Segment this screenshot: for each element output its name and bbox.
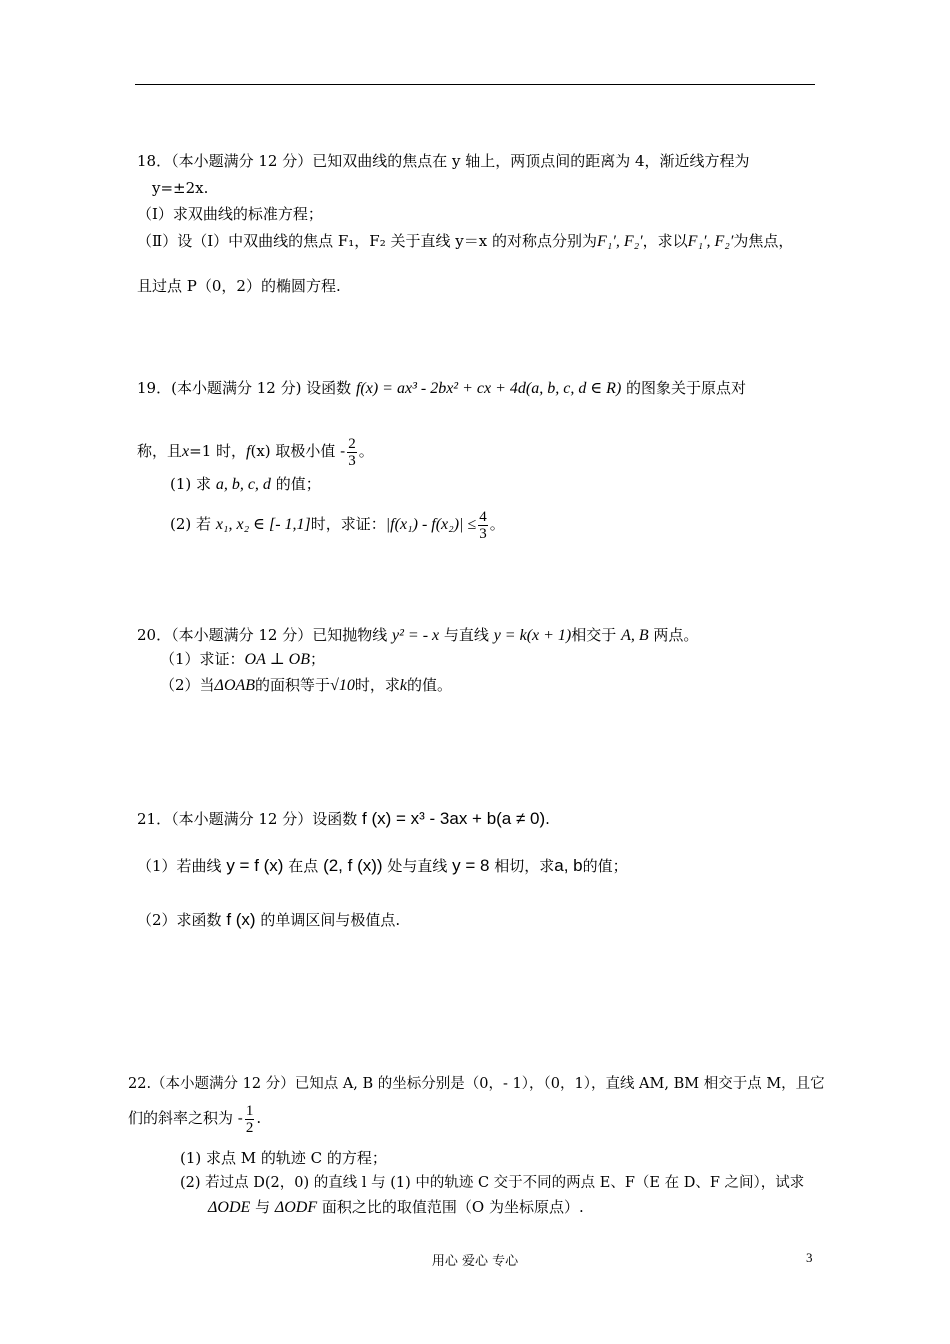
q21-line1-text-b: . bbox=[545, 810, 550, 828]
q22-line2-text-b: . bbox=[256, 1109, 262, 1127]
q19-function-def: f(x) = ax³ - 2bx² + cx + 4d(a, b, c, d ∈ R) bbox=[355, 380, 622, 397]
q21-part1-text-c: 处与直线 bbox=[387, 857, 448, 875]
q20-line1-text-c: 相交于 bbox=[571, 626, 617, 644]
q21-part1-text-b: 在点 bbox=[288, 857, 319, 875]
page-number: 3 bbox=[806, 1250, 813, 1265]
q20-parabola: y² = - x bbox=[392, 627, 440, 644]
q22-fraction-half bbox=[245, 1103, 255, 1136]
q18-math-foci-2: F₁′, F₂′ bbox=[687, 233, 734, 250]
q22-part2-cont bbox=[208, 1197, 584, 1218]
q19-line2-text-b: =1 时， bbox=[189, 442, 247, 460]
q18-line1: 18．（本小题满分 12 分）已知双曲线的焦点在 y 轴上，两顶点间的距离为 4，渐近线方程为 bbox=[137, 152, 750, 170]
q18-math-foci-1: F₁′, F₂′ bbox=[596, 233, 643, 250]
q22-line2-text-a: 们的斜率之积为 - bbox=[128, 1109, 243, 1127]
q19-part2 bbox=[170, 505, 505, 544]
q18-line2: y=±2x. bbox=[152, 179, 209, 197]
q19-frac2-num: 4 bbox=[479, 508, 487, 525]
q22-frac-num: 1 bbox=[245, 1102, 254, 1119]
q21-line: y = 8 bbox=[452, 856, 490, 875]
q21-part2-text-b: 的单调区间与极值点. bbox=[260, 911, 401, 929]
q20-triangle: ΔOAB bbox=[214, 677, 256, 694]
page-footer: 用心 爱心 专心 bbox=[431, 1254, 519, 1269]
q18-part1: （Ⅰ）求双曲线的标准方程； bbox=[137, 205, 323, 223]
q21-point: (2, f (x)) bbox=[323, 856, 383, 875]
q19-line1 bbox=[137, 378, 746, 399]
q18-part2-text-b: ，求以 bbox=[642, 232, 688, 250]
q19-part2-inequality: |f(x₁) - f(x₂)| ≤ bbox=[385, 516, 477, 533]
q22-tri-odf: ΔODF bbox=[274, 1199, 318, 1216]
q19-line2-text-a: 称，且 bbox=[137, 442, 183, 460]
q20-line1 bbox=[137, 625, 698, 646]
q22-part1: (1) 求点 M 的轨迹 C 的方程； bbox=[180, 1149, 387, 1167]
q19-part2-text-b: 时，求证： bbox=[310, 515, 386, 533]
q22-text-ratio: 面积之比的取值范围（O 为坐标原点）. bbox=[321, 1198, 584, 1216]
q19-frac2-den: 3 bbox=[479, 525, 487, 542]
q22-text-and: 与 bbox=[255, 1198, 271, 1216]
q20-part1-text-b: ； bbox=[309, 650, 325, 668]
q20-points: A, B bbox=[621, 627, 649, 644]
q21-part2 bbox=[137, 902, 400, 938]
header-rule bbox=[135, 84, 815, 85]
q22-tri-ode: ΔODE bbox=[208, 1199, 251, 1216]
q20-line1-text-a: 20．（本小题满分 12 分）已知抛物线 bbox=[137, 626, 388, 644]
q19-frac-num: 2 bbox=[348, 435, 356, 452]
q20-part2-text-b: 的面积等于 bbox=[255, 676, 331, 694]
q21-part2-text-a: （2）求函数 bbox=[137, 911, 222, 929]
q20-perp: OA ⊥ OB bbox=[244, 651, 310, 668]
q19-fraction-four-thirds bbox=[478, 509, 488, 542]
q21-part1 bbox=[137, 848, 628, 884]
q20-sqrt: √10 bbox=[330, 677, 355, 694]
q21-curve: y = f (x) bbox=[226, 856, 284, 875]
q22-line2 bbox=[128, 1100, 261, 1136]
q19-part1-vars: a, b, c, d bbox=[215, 476, 271, 493]
q20-line1-text-b: 与直线 bbox=[443, 626, 489, 644]
q21-func: f (x) bbox=[226, 910, 256, 929]
q22-frac-den: 2 bbox=[245, 1119, 254, 1136]
q19-line1-text-a: 19．(本小题满分 12 分) 设函数 bbox=[137, 379, 352, 397]
q20-part2-text-c: 时，求 bbox=[354, 676, 400, 694]
q19-line2 bbox=[137, 433, 374, 470]
q21-vars: a, b bbox=[554, 856, 583, 875]
q20-part1 bbox=[160, 649, 325, 670]
q20-line1-text-d: 两点。 bbox=[653, 626, 699, 644]
q21-part1-text-d: 相切，求 bbox=[494, 857, 555, 875]
q18-part2-text-c: 为焦点， bbox=[733, 232, 794, 250]
q19-part2-text-c: 。 bbox=[489, 515, 505, 533]
q19-line1-text-b: 的图象关于原点对 bbox=[626, 379, 747, 397]
q19-part2-domain: x₁, x₂ ∈ [- 1,1] bbox=[215, 516, 311, 533]
q19-var-x: x bbox=[182, 443, 190, 460]
q22-part2: (2) 若过点 D(2，0) 的直线 l 与 (1) 中的轨迹 C 交于不同的两点 E、F（E 在 D、F 之间），试求 bbox=[180, 1175, 805, 1191]
q19-part1-text-a: (1) 求 bbox=[170, 475, 212, 493]
q21-line1 bbox=[137, 804, 550, 834]
q19-part1 bbox=[170, 474, 321, 495]
q20-part2-text-d: 的值。 bbox=[406, 676, 452, 694]
q19-fraction-two-thirds bbox=[347, 436, 357, 469]
q19-line2-text-c: (x) 取极小值 - bbox=[250, 442, 346, 460]
q18-line5: 且过点 P（0，2）的椭圆方程. bbox=[137, 277, 341, 295]
q19-part2-text-a: (2) 若 bbox=[170, 515, 212, 533]
q21-function-def: f (x) = x³ - 3ax + b(a ≠ 0) bbox=[362, 809, 546, 828]
q19-part1-text-b: 的值； bbox=[275, 475, 321, 493]
q19-frac-den: 3 bbox=[348, 452, 356, 469]
q22-line1: 22.（本小题满分 12 分）已知点 A, B 的坐标分别是（0，- 1），（0，1），直线 AM, BM 相交于点 M，且它 bbox=[128, 1076, 825, 1092]
q21-part1-text-a: （1）若曲线 bbox=[137, 857, 222, 875]
q21-part1-text-e: 的值； bbox=[582, 857, 628, 875]
q19-var-f: f bbox=[246, 443, 251, 460]
q20-var-k: k bbox=[399, 677, 407, 694]
q20-line-eq: y = k(x + 1) bbox=[493, 627, 572, 644]
q18-part2 bbox=[137, 231, 793, 252]
q20-part1-text-a: （1）求证： bbox=[160, 650, 245, 668]
q20-part2 bbox=[160, 675, 452, 696]
q21-line1-text-a: 21．（本小题满分 12 分）设函数 bbox=[137, 810, 358, 828]
q19-line2-text-d: 。 bbox=[358, 442, 374, 460]
q20-part2-text-a: （2）当 bbox=[160, 676, 215, 694]
q18-part2-text-a: （Ⅱ）设（Ⅰ）中双曲线的焦点 F₁，F₂ 关于直线 y＝x 的对称点分别为 bbox=[137, 232, 597, 250]
